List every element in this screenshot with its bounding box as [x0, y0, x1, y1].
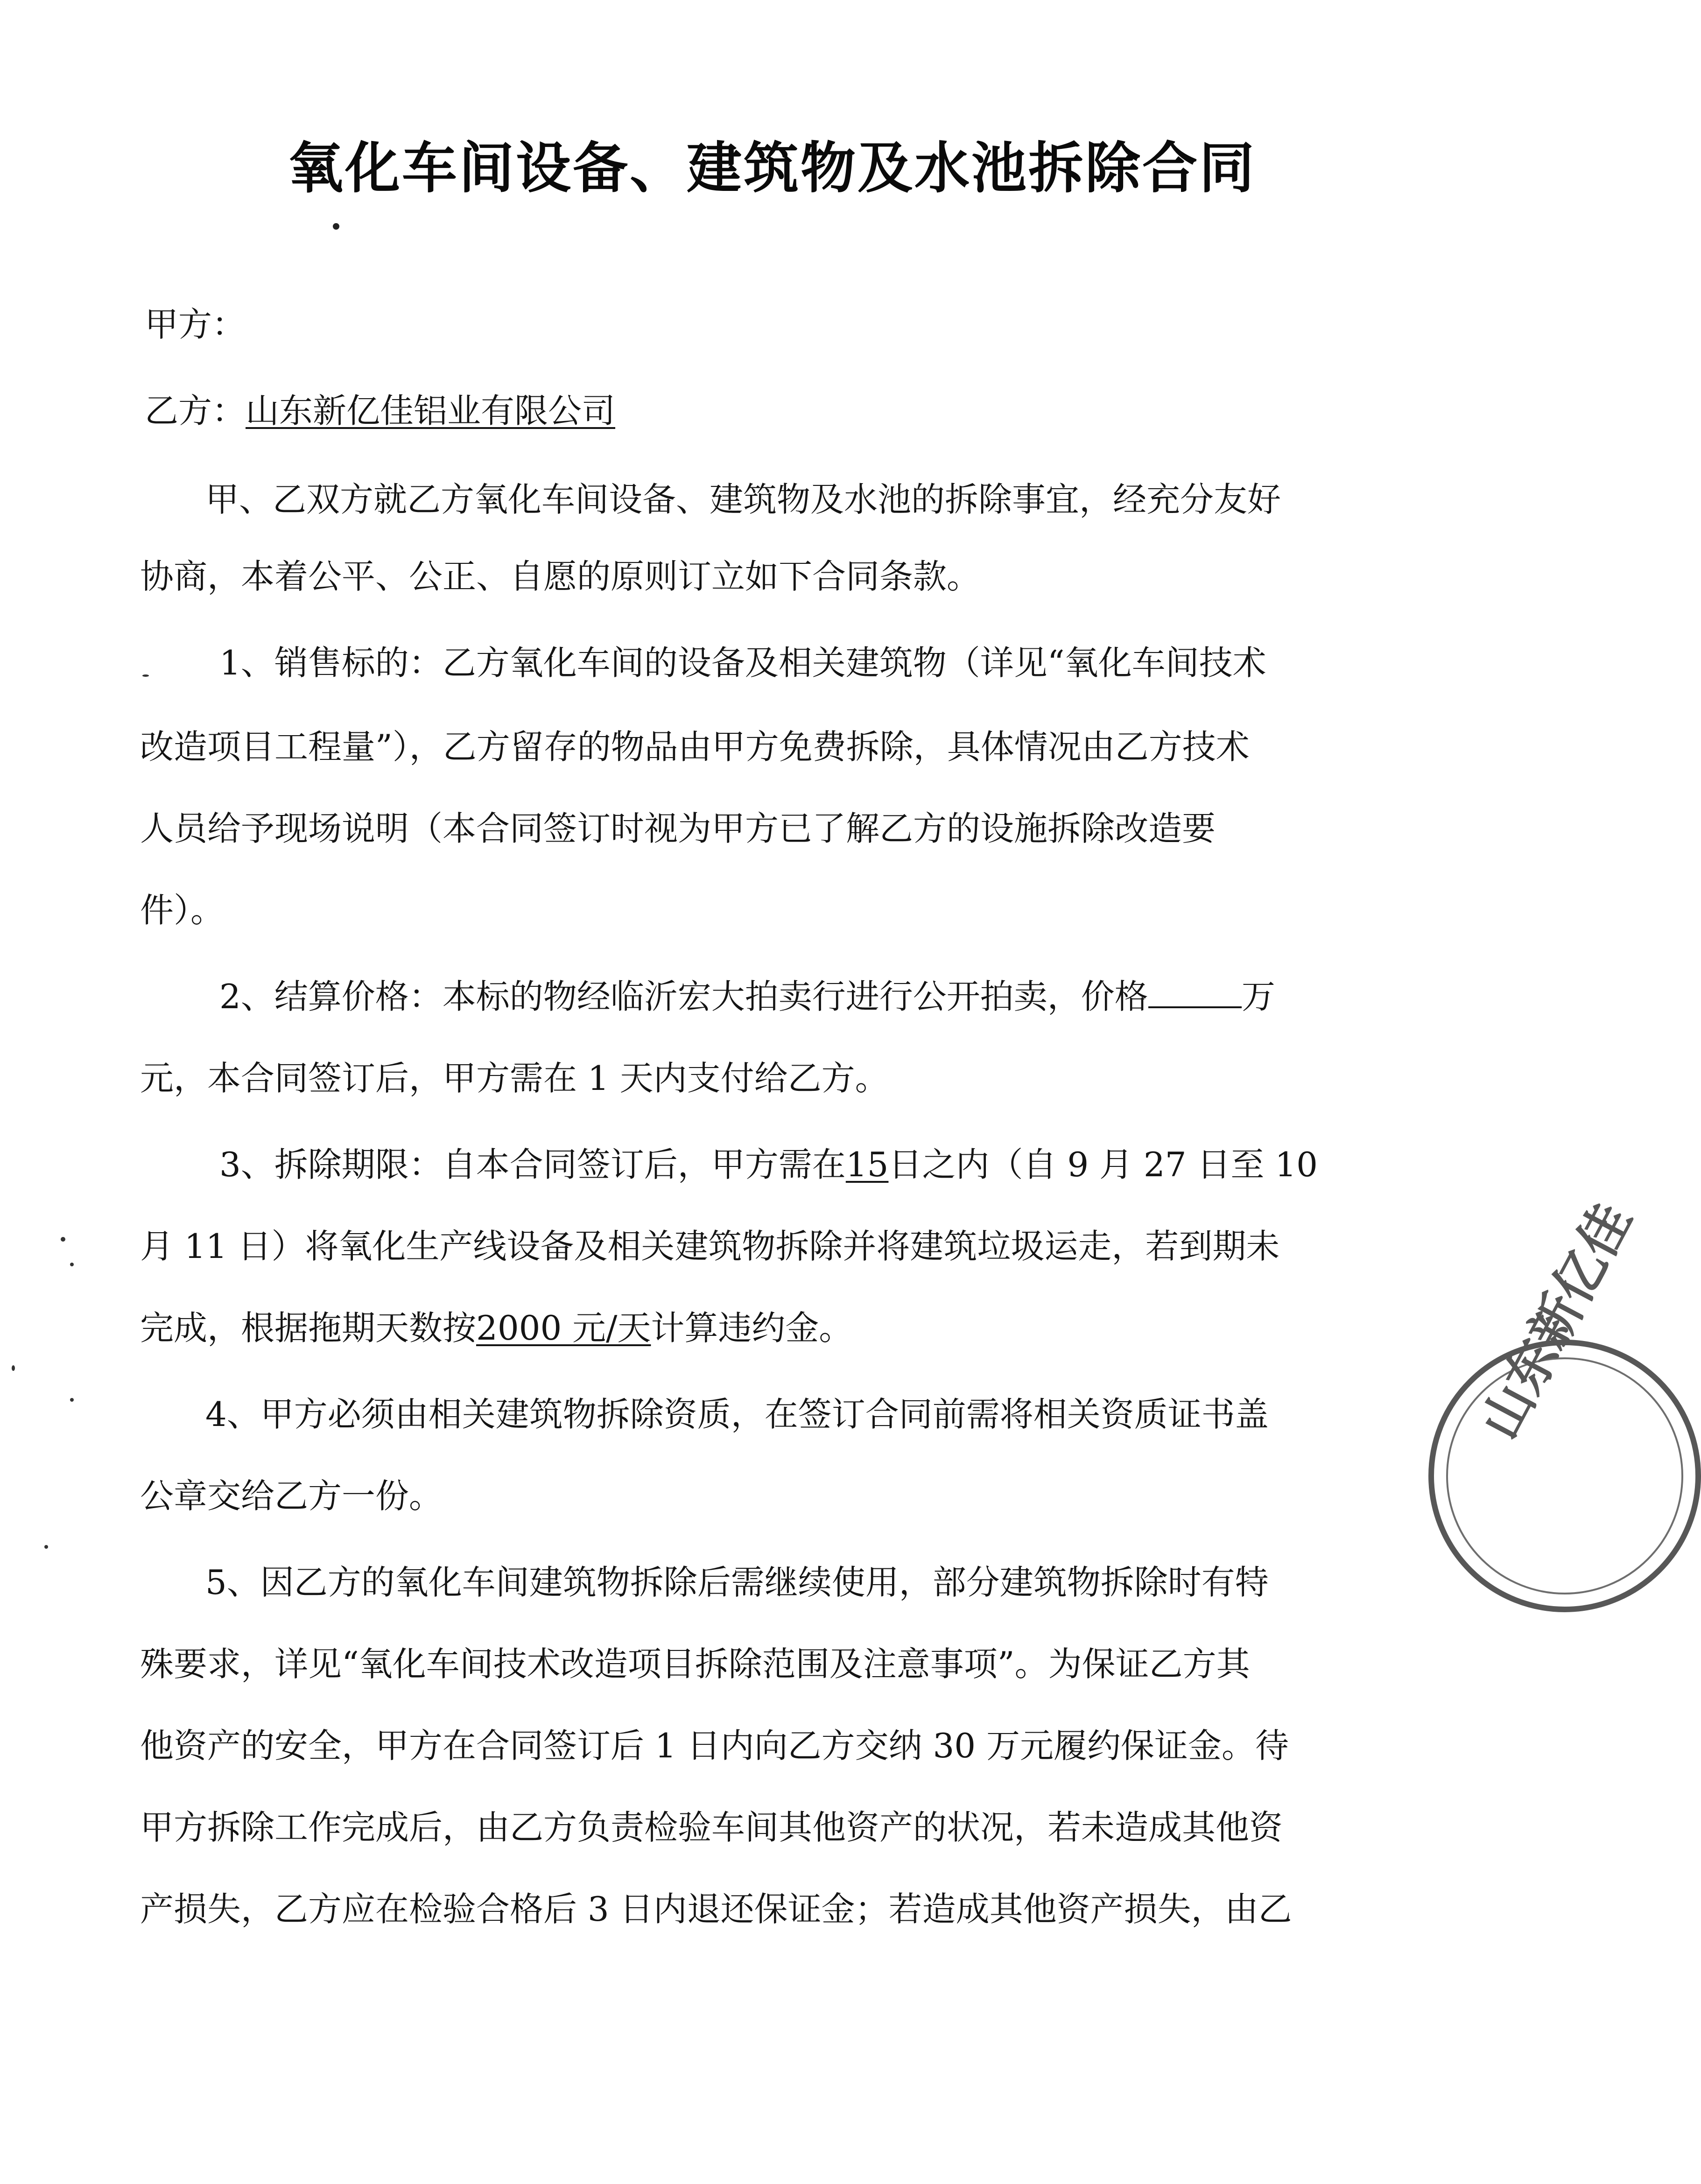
clause3-text-a: 3、拆除期限：自本合同签订后，甲方需在: [219, 1145, 846, 1184]
scan-speck: [70, 1398, 74, 1402]
clause5-line-3: 他资产的安全，甲方在合同签订后 1 日内向乙方交纳 30 万元履约保证金。待: [140, 1726, 1289, 1765]
scan-speck: [44, 1545, 48, 1549]
price-blank: [1148, 978, 1242, 1008]
clause3-line-3: [140, 1307, 852, 1349]
party-b-name: 山东新亿佳铝业有限公司: [246, 391, 616, 430]
clause5-line-5: 产损失，乙方应在检验合格后 3 日内退还保证金；若造成其他资产损失，由乙: [140, 1889, 1292, 1929]
stray-dot: [333, 223, 339, 230]
intro-line-2: 协商，本着公平、公正、自愿的原则订立如下合同条款。: [140, 557, 981, 596]
clause1-line-4: 件）。: [140, 891, 225, 930]
clause3-line-2: 月 11 日）将氧化生产线设备及相关建筑物拆除并将建筑垃圾运走，若到期未: [140, 1227, 1280, 1266]
demolition-days: 15: [845, 1145, 889, 1184]
company-seal-stamp: [1428, 1194, 1701, 1612]
clause3-text-c: 完成，根据拖期天数按: [140, 1308, 477, 1348]
scan-speck: [12, 1365, 15, 1371]
party-b-line: [145, 390, 615, 432]
intro-line-1: 甲、乙双方就乙方氧化车间设备、建筑物及水池的拆除事宜，经充分友好: [205, 480, 1281, 519]
clause1-line-3: 人员给予现场说明（本合同签订时视为甲方已了解乙方的设施拆除改造要: [140, 809, 1216, 848]
clause3-line-1: [219, 1144, 1318, 1186]
scan-speck: [142, 674, 149, 677]
clause2-text-a: 2、结算价格：本标的物经临沂宏大拍卖行进行公开拍卖，价格: [219, 977, 1148, 1016]
clause2-line-1: [219, 976, 1275, 1018]
clause2-line-2: 元，本合同签订后，甲方需在 1 天内支付给乙方。: [140, 1059, 889, 1098]
clause5-line-4: 甲方拆除工作完成后，由乙方负责检验车间其他资产的状况，若未造成其他资: [140, 1808, 1283, 1847]
clause5-line-2: 殊要求，详见“氧化车间技术改造项目拆除范围及注意事项”。为保证乙方其: [140, 1644, 1250, 1684]
penalty-rate: 2000 元/天: [476, 1308, 651, 1348]
clause1-line-2: 改造项目工程量”），乙方留存的物品由甲方免费拆除，具体情况由乙方技术: [140, 727, 1250, 766]
contract-title: 氧化车间设备、建筑物及水池拆除合同: [288, 136, 1256, 200]
clause3-text-d: 计算违约金。: [651, 1308, 853, 1348]
clause5-line-1: 5、因乙方的氧化车间建筑物拆除后需继续使用，部分建筑物拆除时有特: [205, 1563, 1269, 1602]
seal-text: 山东新亿佳: [1469, 1194, 1643, 1449]
party-b-label: 乙方：: [145, 391, 246, 430]
party-a-line: 甲方：: [145, 305, 246, 344]
clause1-line-1: 1、销售标的：乙方氧化车间的设备及相关建筑物（详见“氧化车间技术: [219, 643, 1266, 682]
clause4-line-2: 公章交给乙方一份。: [140, 1476, 443, 1516]
clause3-text-b: 日之内（自 9 月 27 日至 10: [888, 1145, 1318, 1184]
scan-speck: [61, 1237, 65, 1242]
clause4-line-1: 4、甲方必须由相关建筑物拆除资质，在签订合同前需将相关资质证书盖: [205, 1395, 1269, 1434]
scan-speck: [70, 1263, 74, 1266]
clause2-text-b: 万: [1241, 977, 1275, 1016]
